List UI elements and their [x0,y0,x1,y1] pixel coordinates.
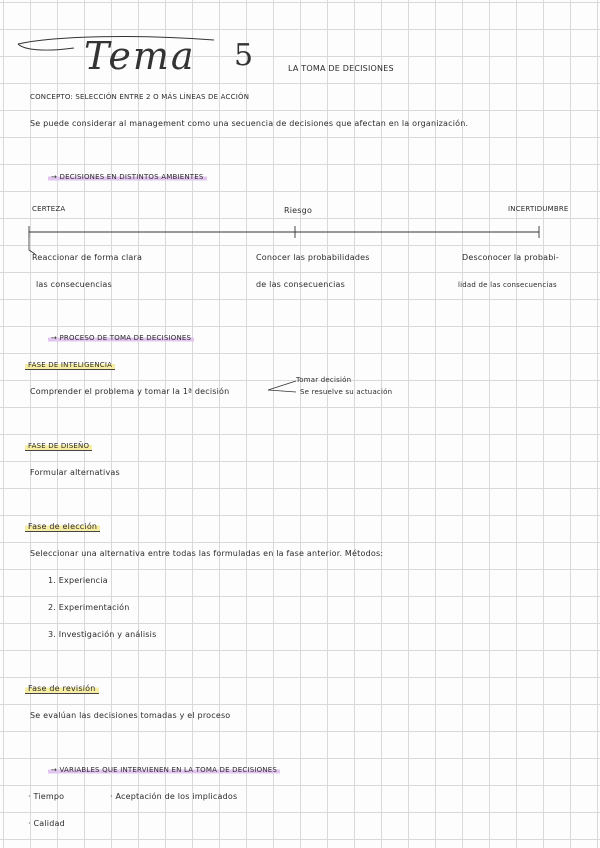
certainty-desc-2: las consecuencias [36,280,112,289]
process-heading-text: → PROCESO DE TOMA DE DECISIONES [48,334,194,342]
process-heading [48,334,194,342]
certainty-desc-1: Reaccionar de forma clara [32,253,143,262]
phase-intelligence-title [25,361,115,369]
phase-election-item-2: 2. Experimentación [48,603,130,612]
risk-desc-1: Conocer las probabilidades [256,253,370,262]
label-certainty: CERTEZA [32,205,66,213]
phase-intelligence-branch [266,378,300,398]
variables-heading [48,766,280,774]
variables-item-time: · Tiempo [28,792,65,801]
phase-election-text: Seleccionar una alternativa entre todas las formuladas en la fase anterior. Métodos: [30,549,384,558]
phase-review-title-text: Fase de revisión [25,684,99,694]
title-word: Tema [84,34,196,78]
phase-election-title-text: Fase de elección [25,522,100,532]
phase-election-item-1: 1. Experiencia [48,576,108,585]
title-subtitle: LA TOMA DE DECISIONES [288,64,394,73]
title-number: 5 [234,38,254,73]
uncertainty-desc-2: lidad de las consecuencias [458,281,557,289]
environments-axis-line [25,218,545,258]
concept-line: CONCEPTO: SELECCIÓN ENTRE 2 O MÁS LÍNEAS DE ACCIÓN [30,93,250,101]
variables-heading-text: → VARIABLES QUE INTERVIENEN EN LA TOMA DE DECISIONES [48,766,280,774]
phase-design-title [25,442,92,450]
phase-intelligence-branch-1: Tomar decisión [296,376,352,384]
phase-intelligence-title-text: FASE DE INTELIGENCIA [25,361,115,370]
uncertainty-desc-1: Desconocer la probabi- [462,253,559,262]
phase-election-item-3: 3. Investigación y análisis [48,630,157,639]
variables-item-acceptance: · Aceptación de los implicados [110,792,238,801]
phase-intelligence-text: Comprender el problema y tomar la 1ª decisión [30,387,230,396]
risk-desc-2: de las consecuencias [256,280,345,289]
phase-intelligence-branch-2: Se resuelve su actuación [300,388,393,396]
variables-item-quality: · Calidad [28,819,65,828]
phase-review-title [25,684,99,693]
management-line: Se puede considerar al management como una secuencia de decisiones que afectan en la organización. [30,119,469,128]
environments-heading [48,173,207,181]
phase-review-text: Se evalúan las decisiones tomadas y el proceso [30,711,231,720]
label-risk: Riesgo [284,206,313,215]
phase-design-title-text: FASE DE DISEÑO [25,442,92,451]
label-uncertainty: INCERTIDUMBRE [508,205,569,213]
environments-heading-text: → DECISIONES EN DISTINTOS AMBIENTES [48,173,207,181]
phase-election-title [25,522,100,531]
phase-design-text: Formular alternativas [30,468,120,477]
